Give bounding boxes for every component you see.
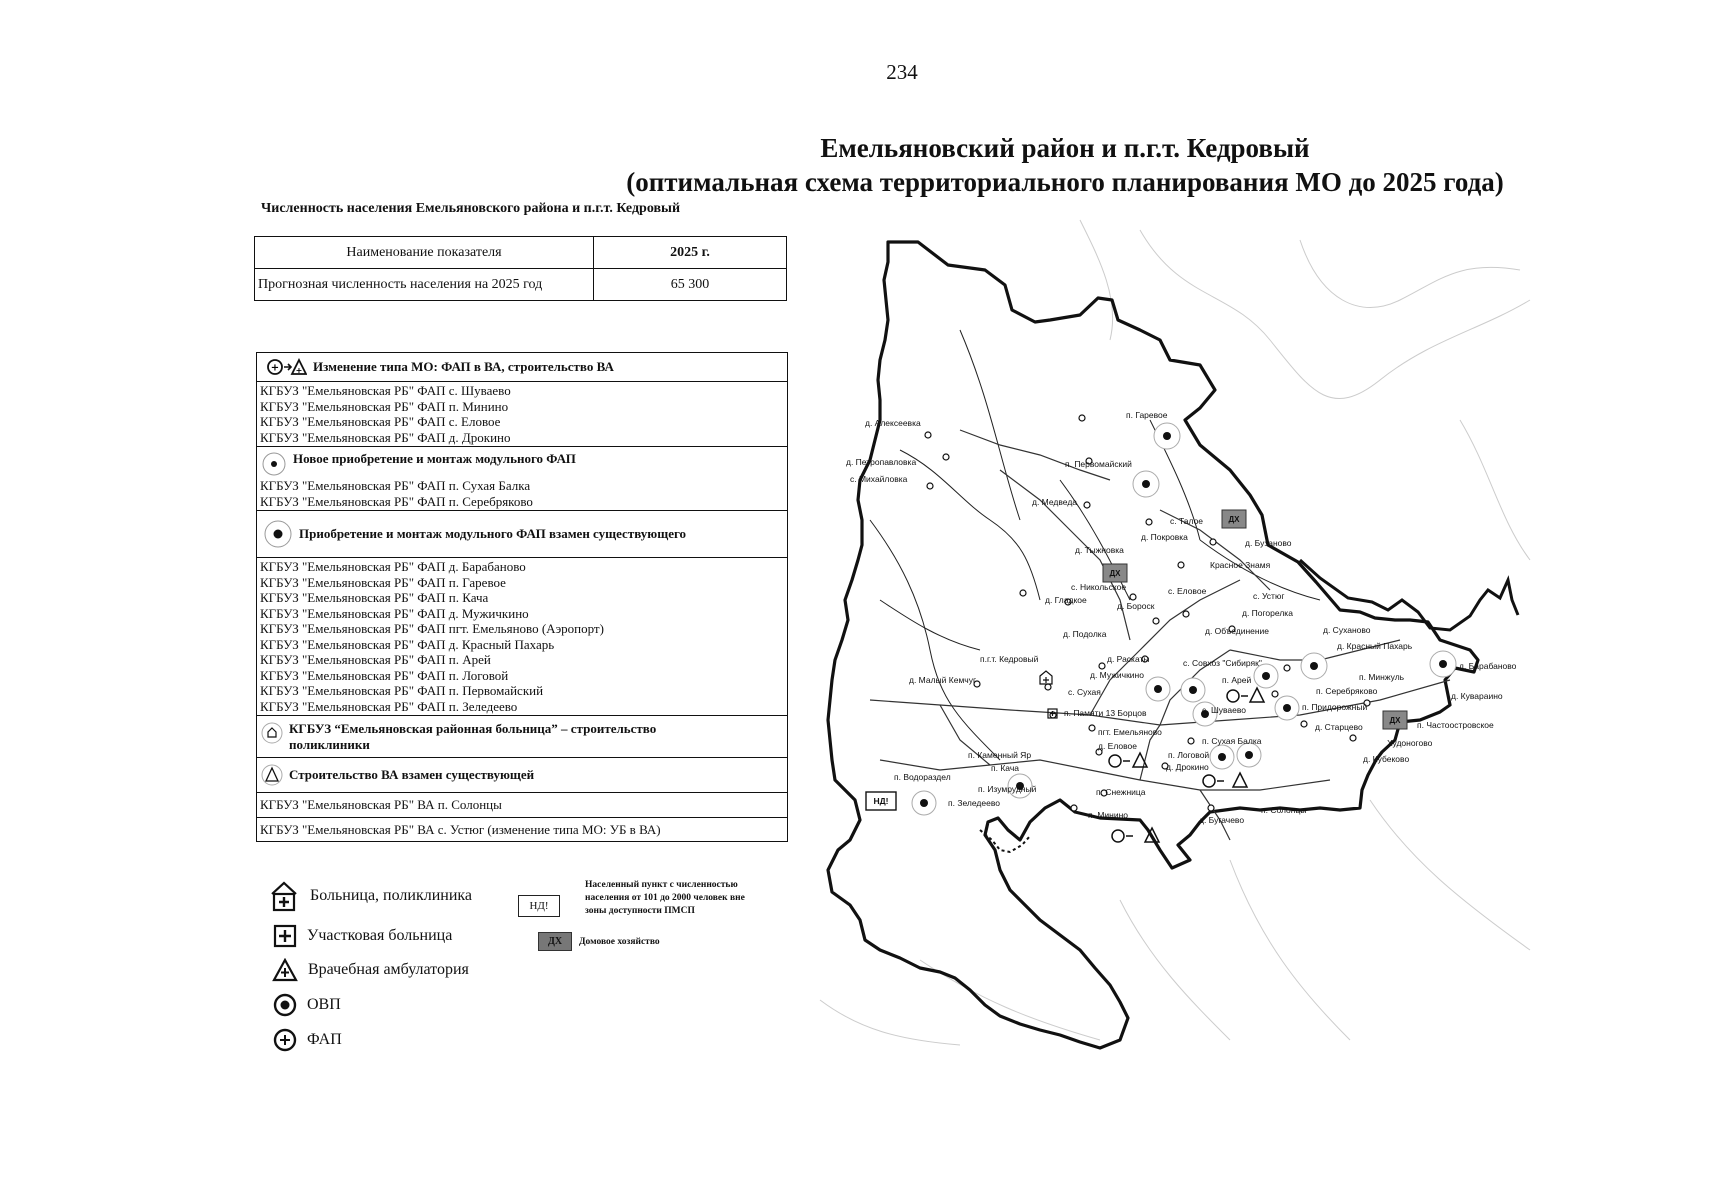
map-label: с. Сухая bbox=[1068, 687, 1101, 697]
map-label: д. Медведа bbox=[1032, 497, 1078, 507]
map-label: Красное Знамя bbox=[1210, 560, 1271, 570]
map-label: д. Старцево bbox=[1315, 722, 1363, 732]
map-label: п. Придорожный bbox=[1302, 702, 1368, 712]
map-label: п. Серебряково bbox=[1316, 686, 1378, 696]
map-title-line-1: Емельяновский район и п.г.т. Кедровый bbox=[820, 133, 1310, 163]
map-label: пгт. Емельяново bbox=[1098, 727, 1162, 737]
map-label: п. Арей bbox=[1222, 675, 1252, 685]
nd-note-line: населения от 101 до 2000 человек вне bbox=[585, 893, 745, 903]
map-label: д. Мужичкино bbox=[1090, 670, 1144, 680]
map-badge-nd-label: НД! bbox=[873, 796, 889, 806]
polyclinic-icon bbox=[261, 721, 283, 745]
map-label: д. Бузаново bbox=[1245, 538, 1292, 548]
legend-hospital bbox=[268, 880, 472, 912]
plan-section-heading bbox=[257, 511, 787, 558]
map-label: п. Водораздел bbox=[894, 772, 951, 782]
map-label: с. Талое bbox=[1170, 516, 1204, 526]
map-label: д. Еловое bbox=[1098, 741, 1138, 751]
population-table-row bbox=[255, 269, 787, 301]
map-label: д. Бороск bbox=[1117, 601, 1155, 611]
plan-section-heading-text: Изменение типа МО: ФАП в ВА, строительство ВА bbox=[313, 359, 614, 375]
plan-section-items bbox=[257, 793, 787, 818]
plan-section-items bbox=[257, 382, 787, 447]
plan-section-heading-text: Строительство ВА взамен существующей bbox=[289, 767, 535, 783]
legend-district-hospital bbox=[273, 924, 452, 948]
fap-to-ambulatory-icon bbox=[267, 358, 307, 376]
map-label: д. Кувараино bbox=[1451, 691, 1503, 701]
legend-hospital-label: Больница, поликлиника bbox=[310, 887, 473, 904]
plan-section-heading bbox=[257, 716, 787, 758]
map-label: д. Объединение bbox=[1205, 626, 1270, 636]
map-label: д. Барабаново bbox=[1459, 661, 1517, 671]
map-label: п. Минжуль bbox=[1359, 672, 1405, 682]
map-label: п. Логовой bbox=[1168, 750, 1210, 760]
roads bbox=[870, 430, 1450, 840]
plan-section-heading-text: КГБУЗ “Емельяновская районная больница” – строительство поликлиники bbox=[289, 721, 657, 752]
map-fap-marker-muzhichkino bbox=[1146, 677, 1170, 701]
map-label: д. Гладкое bbox=[1045, 595, 1087, 605]
map-fap-marker-pervomaisky bbox=[1133, 471, 1159, 497]
plan-item: КГБУЗ "Емельяновская РБ" ВА п. Солонцы bbox=[260, 797, 502, 812]
map-label: п. Первомайский bbox=[1065, 459, 1132, 469]
population-table-header bbox=[255, 237, 787, 269]
map-badge-dx-chastoostrovskoe-label: ДХ bbox=[1389, 716, 1401, 725]
map-label: д. Дрокино bbox=[1166, 762, 1209, 772]
plan-table bbox=[256, 352, 788, 842]
map-label: п. Изумрудный bbox=[978, 784, 1037, 794]
map-fap-marker-barabanovo bbox=[1430, 651, 1456, 677]
map-fap-to-va-shuvaevo bbox=[1227, 688, 1264, 702]
nd-note-line: зоны доступности ПМСП bbox=[585, 906, 695, 916]
map-title-line-2: (оптимальная схема территориального планирования МО до 2025 года) bbox=[626, 167, 1504, 197]
map-label: с. Еловое bbox=[1168, 586, 1207, 596]
map-label: д. Тыжновка bbox=[1075, 545, 1124, 555]
dx-note: Домовое хозяйство bbox=[579, 937, 660, 947]
page-number: 234 bbox=[886, 60, 918, 84]
plan-item: КГБУЗ "Емельяновская РБ" ФАП п. Первомайский bbox=[260, 683, 544, 698]
map-label: с. Михайловка bbox=[850, 474, 908, 484]
plan-item: КГБУЗ "Емельяновская РБ" ФАП д. Красный Пахарь bbox=[260, 636, 555, 652]
map-label: с. Совхоз "Сибиряк" bbox=[1183, 658, 1262, 668]
svg-text:+: + bbox=[270, 362, 280, 374]
legend-ambulatory bbox=[272, 958, 469, 982]
population-caption: Численность населения Емельяновского района и п.г.т. Кедровый bbox=[261, 201, 681, 216]
map-label: д. Покровка bbox=[1141, 532, 1188, 542]
map-fap-marker-sukhaya-balka bbox=[1210, 745, 1234, 769]
legend-district-hospital-label: Участковая больница bbox=[307, 927, 453, 944]
fap-icon bbox=[273, 1028, 297, 1052]
population-row-label: Прогнозная численность населения на 2025 год bbox=[255, 269, 594, 301]
replacement-fap-icon bbox=[263, 519, 293, 549]
map-fap-marker-krasny-pakhar bbox=[1301, 653, 1327, 679]
map-label: д. Малый Кемчуг bbox=[909, 675, 977, 685]
plan-item: КГБУЗ "Емельяновская РБ" ФАП д. Дрокино bbox=[260, 429, 511, 445]
map-label: д. Раскаты bbox=[1107, 654, 1150, 664]
population-row-value: 65 300 bbox=[594, 269, 787, 301]
map-label: Худоногово bbox=[1387, 738, 1433, 748]
map-label: п. Минино bbox=[1088, 810, 1129, 820]
map-label: д. Погорелка bbox=[1242, 608, 1293, 618]
nd-symbol: НД! bbox=[518, 895, 560, 917]
map-label: д. Алексеевка bbox=[865, 418, 921, 428]
plan-section-items bbox=[257, 558, 787, 716]
map-label: д. Суханово bbox=[1323, 625, 1371, 635]
plan-item: КГБУЗ "Емельяновская РБ" ФАП д. Мужичкино bbox=[260, 605, 529, 621]
plan-section-heading-text: Новое приобретение и монтаж модульного ФАП bbox=[293, 451, 576, 466]
map-hospital-icons bbox=[1040, 671, 1057, 718]
nd-note bbox=[585, 879, 745, 918]
plan-section-items bbox=[257, 477, 787, 511]
plan-item: КГБУЗ "Емельяновская РБ" ФАП п. Минино bbox=[260, 398, 509, 414]
map-label: п. Памяти 13 Борцов bbox=[1064, 708, 1147, 718]
ambulatory-icon bbox=[261, 764, 283, 786]
plan-item: КГБУЗ "Емельяновская РБ" ФАП с. Еловое bbox=[260, 414, 501, 429]
map-badge-dx-tyzhnovka-label: ДХ bbox=[1109, 569, 1121, 578]
new-fap-icon bbox=[261, 451, 287, 477]
map-label: д. Кубеково bbox=[1363, 754, 1410, 764]
map-labels bbox=[846, 410, 1517, 825]
map-fap-marker-serebryakovo bbox=[1275, 696, 1299, 720]
map-fap-to-va-elovoe bbox=[1109, 753, 1147, 767]
plan-item: КГБУЗ "Емельяновская РБ" ФАП п. Серебряково bbox=[260, 493, 533, 509]
legend-fap bbox=[273, 1028, 342, 1052]
hospital-icon bbox=[268, 880, 300, 912]
ambulatory-legend-icon bbox=[272, 958, 298, 982]
plan-item: КГБУЗ "Емельяновская РБ" ФАП п. Зеледеево bbox=[260, 698, 518, 714]
dx-symbol: ДХ bbox=[538, 932, 572, 951]
district-map bbox=[808, 218, 1548, 1058]
map-label: п. Солонцы bbox=[1261, 805, 1307, 815]
population-col2-header: 2025 г. bbox=[594, 237, 787, 269]
plan-item: КГБУЗ "Емельяновская РБ" ФАП д. Барабаново bbox=[260, 559, 526, 574]
svg-text:+: + bbox=[295, 366, 303, 375]
plan-section-heading bbox=[257, 353, 787, 382]
map-label: п. Зеледеево bbox=[948, 798, 1000, 808]
plan-section-heading bbox=[257, 758, 787, 793]
map-fap-marker-logovoy bbox=[1237, 743, 1261, 767]
map-label: д. Петропавловка bbox=[846, 457, 917, 467]
map-label: п. Гаревое bbox=[1126, 410, 1168, 420]
plan-item: КГБУЗ "Емельяновская РБ" ФАП пгт. Емельяново (Аэропорт) bbox=[260, 621, 604, 636]
plan-section-items bbox=[257, 818, 787, 842]
map-label: п. Сухая Балка bbox=[1202, 736, 1262, 746]
map-polyclinic-kedrovy bbox=[1040, 671, 1052, 684]
map-fap-to-va-drokino bbox=[1203, 773, 1247, 787]
legend-ambulatory-label: Врачебная амбулатория bbox=[308, 961, 469, 978]
map-label: п. Частоостровское bbox=[1417, 720, 1494, 730]
map-fap-marker-zeledeevo bbox=[912, 791, 936, 815]
map-label: с. Устюг bbox=[1253, 591, 1285, 601]
nd-note-line: Населенный пункт с численностью bbox=[585, 880, 738, 890]
map-badge-dx-talоe-label: ДХ bbox=[1228, 515, 1240, 524]
map-label: п. Снежница bbox=[1096, 787, 1146, 797]
legend-ovp-label: ОВП bbox=[307, 996, 341, 1013]
plan-item: КГБУЗ "Емельяновская РБ" ФАП п. Кача bbox=[260, 590, 489, 605]
map-label: п. Каменный Яр bbox=[968, 750, 1032, 760]
map-label: п.г.т. Кедровый bbox=[980, 654, 1039, 664]
district-hospital-icon bbox=[273, 924, 297, 948]
population-col1-header: Наименование показателя bbox=[255, 237, 594, 269]
map-fap-marker-emelyanovo bbox=[1181, 678, 1205, 702]
plan-section-heading-text: Приобретение и монтаж модульного ФАП взамен существующего bbox=[299, 526, 687, 542]
legend-ovp bbox=[273, 993, 341, 1017]
map-label: с. Никольское bbox=[1071, 582, 1127, 592]
map-fap-marker-garevoe bbox=[1154, 423, 1180, 449]
population-table bbox=[254, 236, 787, 301]
map-label: с. Шуваево bbox=[1202, 705, 1247, 715]
ovp-icon bbox=[273, 993, 297, 1017]
plan-item: КГБУЗ "Емельяновская РБ" ФАП п. Арей bbox=[260, 652, 491, 667]
map-label: д. Красный Пахарь bbox=[1337, 641, 1413, 651]
plan-item: КГБУЗ "Емельяновская РБ" ФАП п. Сухая Балка bbox=[260, 478, 531, 493]
plan-item: КГБУЗ "Емельяновская РБ" ВА с. Устюг (изменение типа МО: УБ в ВА) bbox=[260, 821, 661, 837]
plan-item: КГБУЗ "Емельяновская РБ" ФАП п. Логовой bbox=[260, 667, 509, 683]
legend-fap-label: ФАП bbox=[307, 1031, 342, 1048]
map-label: д. Подолка bbox=[1063, 629, 1107, 639]
plan-item: КГБУЗ "Емельяновская РБ" ФАП п. Гаревое bbox=[260, 574, 506, 590]
plan-section-heading bbox=[257, 447, 787, 477]
map-label: п. Кача bbox=[991, 763, 1019, 773]
plan-item: КГБУЗ "Емельяновская РБ" ФАП с. Шуваево bbox=[260, 383, 511, 398]
surrounding-region-lines bbox=[820, 220, 1530, 1045]
map-label: д. Бугачево bbox=[1199, 815, 1245, 825]
